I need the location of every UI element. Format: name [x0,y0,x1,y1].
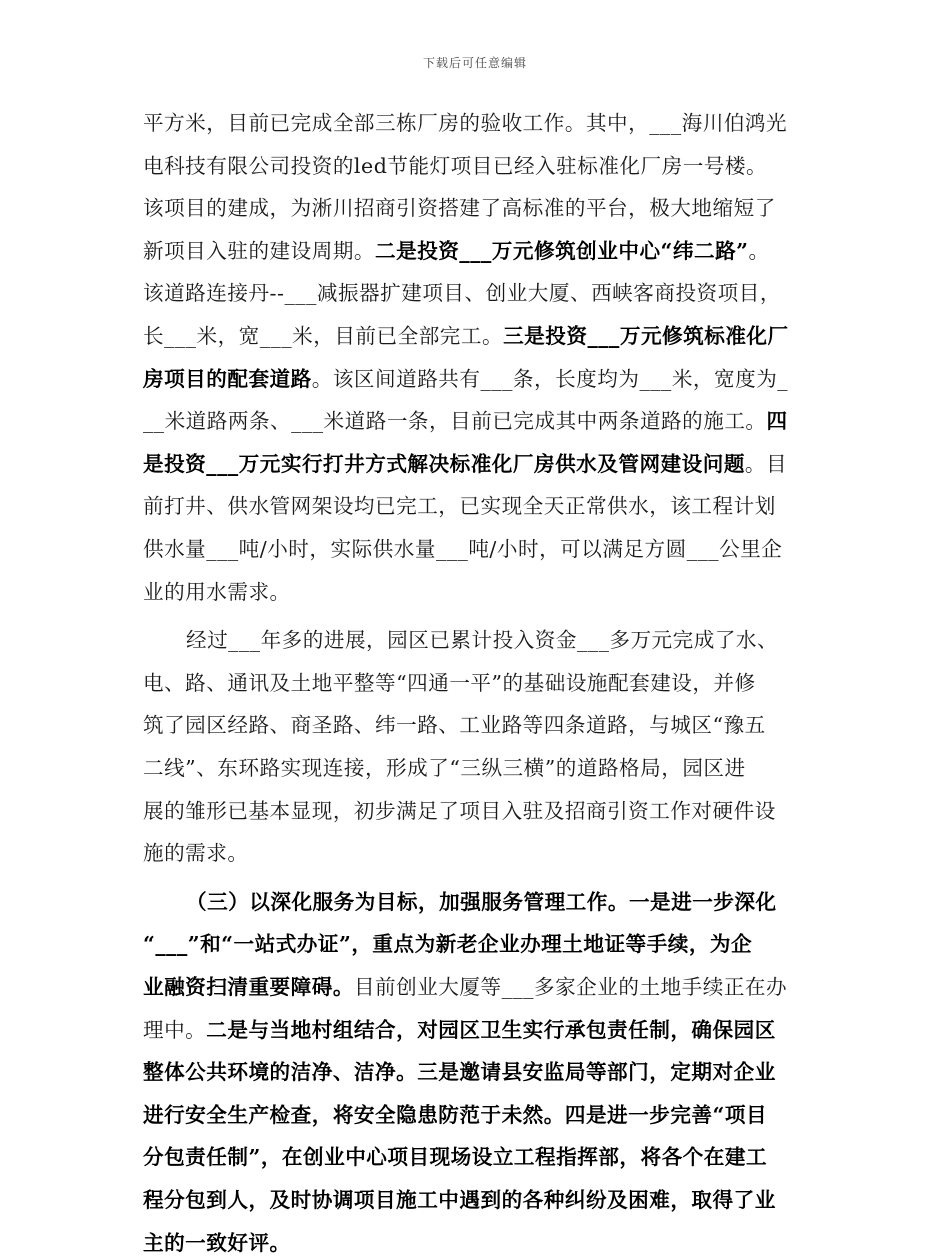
text-line [143,1142,767,1172]
text-segment: 该项目的建成，为淅川招商引资搭建了高标准的平台，极大地缩短了 [143,196,776,220]
text-segment: 目前创业大厦等___多家企业的土地手续正在办 [353,975,788,999]
bold-text-segment: 主的一致好评。 [143,1231,291,1255]
text-line [143,491,776,521]
text-line [143,364,788,394]
text-line [143,577,291,607]
text-line [186,625,778,655]
text-segment: 平方米，目前已完成全部三栋厂房的验收工作。其中，___海川伯鸿光 [143,111,788,135]
text-line [143,710,766,740]
text-segment: __米道路两条、___米道路一条，目前已完成其中两条道路的施工。 [143,409,767,433]
text-line [143,1100,767,1130]
text-line [143,321,789,351]
bold-text-segment: 三是投资___万元修筑标准化厂 [503,324,789,348]
text-line [143,449,787,479]
text-line [143,1228,291,1258]
text-segment: 。 [748,239,770,263]
text-line [143,753,746,783]
text-line [143,929,752,959]
text-line [143,1015,776,1045]
text-segment: 前打井、供水管网架设均已完工，已实现全天正常供水，该工程计划 [143,494,776,518]
text-segment: 施的需求。 [143,841,249,865]
text-line [143,236,770,266]
text-line [143,108,787,138]
text-line [186,887,777,917]
bold-text-segment: 分包责任制”，在创业中心项目现场设立工程指挥部，将各个在建工 [143,1145,768,1169]
bold-text-segment: 业融资扫清重要障碍。 [143,975,354,999]
text-line [143,1185,776,1215]
text-segment: 展的雏形已基本显现，初步满足了项目入驻及招商引资工作对硬件设 [143,799,776,823]
text-line [143,534,782,564]
text-segment: 筑了园区经路、商圣路、纬一路、工业路等四条道路，与城区“豫五 [143,713,766,737]
text-segment: 。该区间道路共有___条，长度均为___米，宽度为_ [311,367,789,391]
text-segment: 二线”、东环路实现连接，形成了“三纵三横”的道路格局，园区进 [143,756,746,780]
text-segment: 电、路、通讯及土地平整等“四通一平”的基础设施配套建设，并修 [143,671,756,695]
text-line [143,796,776,826]
text-segment: 理中。 [143,1018,207,1042]
text-segment: 新项目入驻的建设周期。 [143,239,376,263]
bold-text-segment: 四 [766,409,788,433]
bold-text-segment: （三）以深化服务为目标，加强服务管理工作。一是进一步深化 [186,890,777,914]
text-line [143,668,756,698]
text-line [143,406,788,436]
bold-text-segment: “___”和“一站式办证”，重点为新老企业办理土地证等手续，为企 [143,932,753,956]
text-line [143,838,248,868]
bold-text-segment: 房项目的配套道路 [143,367,312,391]
text-line [143,151,767,181]
text-segment: 供水量___吨/小时，实际供水量___吨/小时，可以满足方圆___公里企 [143,537,783,561]
text-line [143,193,776,223]
bold-text-segment: 整体公共环境的洁净、洁净。三是邀请县安监局等部门，定期对企业 [143,1060,776,1084]
text-segment: 该道路连接丹--___减振器扩建项目、创业大厦、西峡客商投资项目， [143,281,781,305]
bold-text-segment: 二是与当地村组结合，对园区卫生实行承包责任制，确保园区 [206,1018,776,1042]
bold-text-segment: 进行安全生产检查，将安全隐患防范于未然。四是进一步完善“项目 [143,1103,768,1127]
text-segment: 。目 [744,452,788,476]
page-header: 下载后可任意编辑 [422,56,527,70]
text-segment: 经过___年多的进展，园区已累计投入资金___多万元完成了水、 [186,628,779,652]
bold-text-segment: 是投资___万元实行打井方式解决标准化厂房供水及管网建设问题 [143,452,745,476]
text-line [143,278,781,308]
text-segment: 电科技有限公司投资的led节能灯项目已经入驻标准化厂房一号楼。 [143,154,768,178]
text-segment: 长___米，宽___米，目前已全部完工。 [143,324,504,348]
text-segment: 业的用水需求。 [143,580,291,604]
text-line [143,972,787,1002]
bold-text-segment: 程分包到人，及时协调项目施工中遇到的各种纠纷及困难，取得了业 [143,1188,776,1212]
text-line [143,1057,776,1087]
bold-text-segment: 二是投资___万元修筑创业中心“纬二路” [375,239,749,263]
